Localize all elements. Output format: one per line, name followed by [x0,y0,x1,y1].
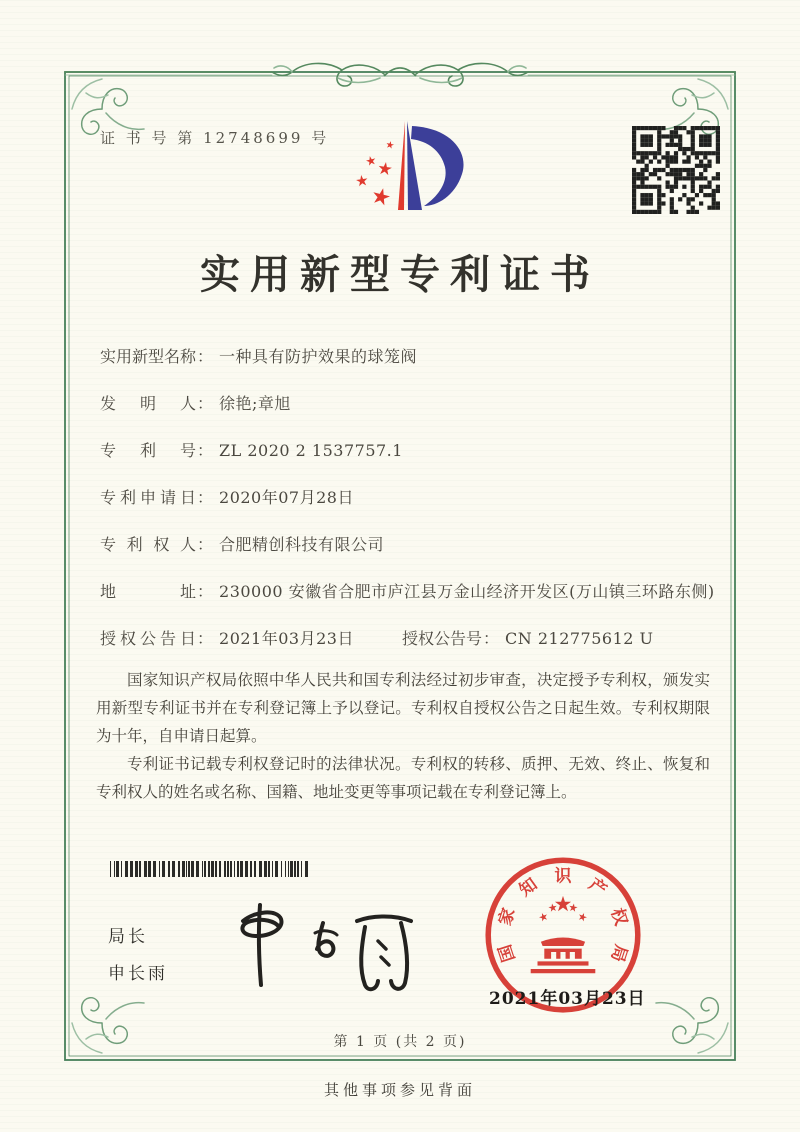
qr-code [632,126,720,214]
legal-paragraph: 国家知识产权局依照中华人民共和国专利法经过初步审查，决定授予专利权，颁发实用新型专利证书并在专利登记簿上予以登记。专利权自授权公告之日起生效。专利权期限为十年，自申请日起算。 [96,671,710,745]
signature-script [215,893,425,993]
field-value: 230000 安徽省合肥市庐江县万金山经济开发区(万山镇三环路东侧) [219,582,715,601]
svg-text:国: 国 [495,941,520,965]
field-value: 2020年07月28日 [219,488,354,507]
barcode [110,861,310,877]
back-note: 其他事项参见背面 [323,1081,476,1099]
field-value: 合肥精创科技有限公司 [219,535,385,554]
svg-text:局: 局 [606,941,631,965]
field-row-name: 实用新型名称 ： 一种具有防护效果的球笼阀 [100,344,716,369]
official-block [108,919,168,993]
cnipa-logo-icon [338,108,470,228]
field-row-patent-no: 专利号 ： ZL 2020 2 1537757.1 [100,438,716,463]
field-value: CN 212775612 U [505,629,654,648]
field-value: ZL 2020 2 1537757.1 [219,441,403,460]
field-row-patentee: 专利权人 ： 合肥精创科技有限公司 [100,532,716,557]
svg-text:产: 产 [584,874,611,901]
field-label: 专利申请日 [100,488,196,507]
official-name: 申长雨 [108,964,168,984]
legal-paragraph: 专利证书记载专利权登记时的法律状况。专利权的转移、质押、无效、终止、恢复和专利权人的姓名或名称、国籍、地址变更等事项记载在专利登记簿上。 [96,755,710,801]
svg-text:权: 权 [606,905,631,929]
official-title: 局长 [108,927,148,947]
field-label: 实用新型名称 [100,347,197,366]
field-list [100,344,716,673]
field-label: 授权公告日 [100,629,196,648]
corner-flourish-icon [72,79,144,134]
field-value: 徐艳;章旭 [219,394,291,413]
field-row-grant: 授权公告日 ： 2021年03月23日 授权公告号 ： CN 212775612 U [100,626,716,651]
field-value: 2021年03月23日 [219,629,354,648]
svg-text:知: 知 [515,874,542,901]
seal-date: 2021年03月23日 [489,989,646,1009]
field-row-address: 地址 ： 230000 安徽省合肥市庐江县万金山经济开发区(万山镇三环路东侧) [100,579,716,604]
svg-text:家: 家 [495,905,520,929]
svg-text:识: 识 [554,866,572,887]
certificate-number: 证 书 号 第 12748699 号 [100,129,330,147]
field-label: 专利号 [100,441,196,460]
field-row-filing-date: 专利申请日 ： 2020年07月28日 [100,485,716,510]
top-scroll-ornament-icon [65,63,735,86]
field-value: 一种具有防护效果的球笼阀 [219,347,418,366]
field-label: 专利权人 [100,535,196,554]
field-row-inventor: 发明人 ： 徐艳;章旭 [100,391,716,416]
page-number: 第 1 页 (共 2 页) [333,1034,467,1050]
page-title: 实用新型专利证书 [200,251,600,298]
field-label: 发明人 [100,394,196,413]
national-emblem-icon [531,896,596,973]
legal-text [96,666,710,806]
field-label: 地址 [100,582,196,601]
field-label: 授权公告号 [401,629,482,648]
